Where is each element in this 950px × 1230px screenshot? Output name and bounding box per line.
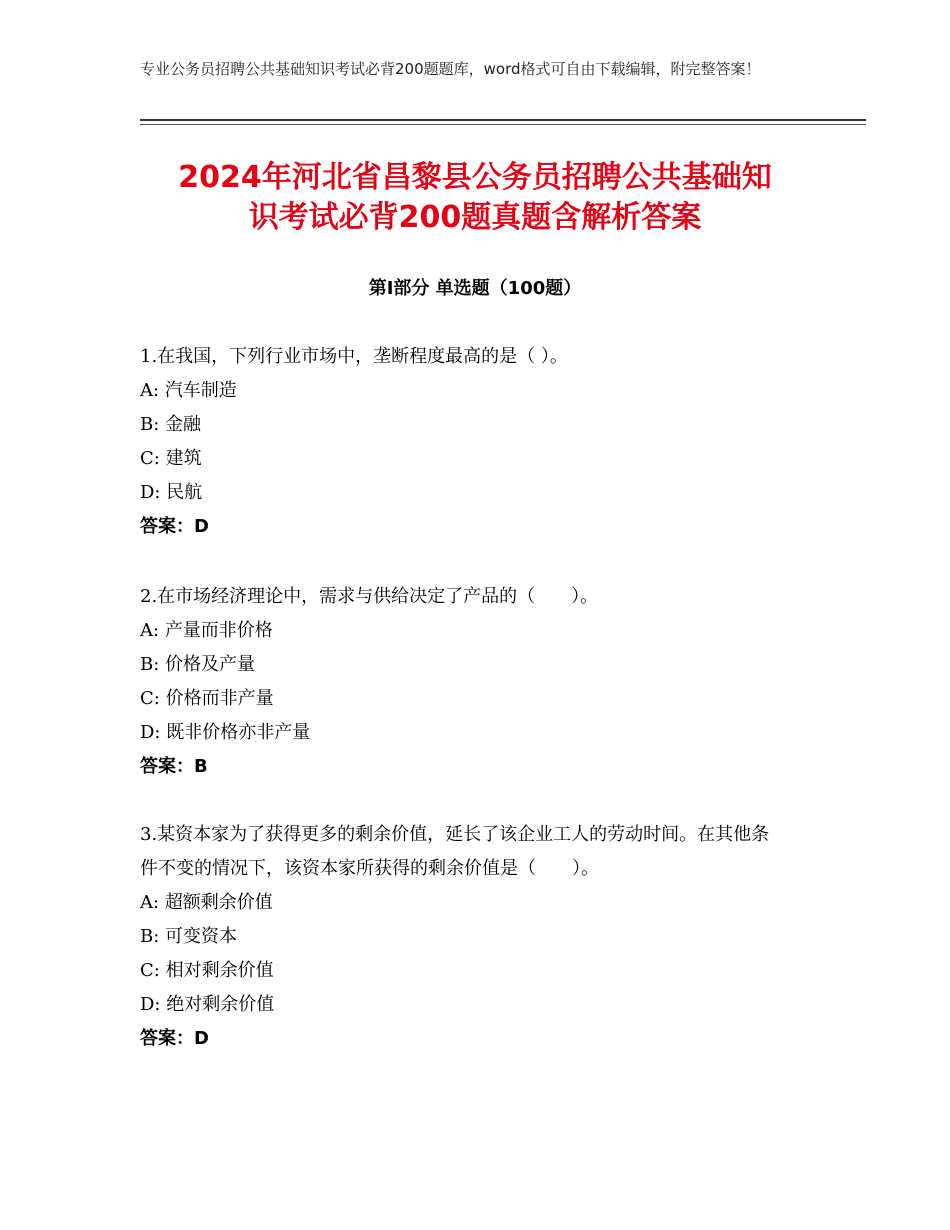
option-a — [140, 886, 840, 920]
option-key: D: — [140, 482, 161, 503]
option-text: 绝对剩余价值 — [166, 994, 275, 1015]
option-b — [140, 920, 840, 954]
option-c — [140, 442, 840, 476]
option-key: B: — [140, 654, 160, 675]
option-text: 相对剩余价值 — [165, 960, 274, 981]
option-key: A: — [140, 380, 160, 401]
option-text: 汽车制造 — [164, 380, 237, 401]
header-note: 专业公务员招聘公共基础知识考试必背200题题库，word格式可自由下载编辑，附完整答案！ — [140, 60, 761, 78]
document-title — [100, 158, 850, 238]
option-b — [140, 648, 840, 682]
option-key: A: — [140, 620, 160, 641]
option-text: 建筑 — [165, 448, 202, 469]
answer-label: 答案：D — [140, 516, 209, 537]
option-a — [140, 374, 840, 408]
option-text: 民航 — [166, 482, 203, 503]
question-3 — [140, 818, 840, 1056]
option-key: A: — [140, 892, 160, 913]
section-heading: 第Ⅰ部分 单选题（100题） — [368, 278, 582, 299]
option-d — [140, 716, 840, 750]
option-text: 超额剩余价值 — [164, 892, 273, 913]
option-key: B: — [140, 926, 160, 947]
option-c — [140, 954, 840, 988]
question-stem: 2.在市场经济理论中，需求与供给决定了产品的（ ）。 — [140, 586, 599, 607]
option-key: C: — [140, 448, 160, 469]
header-rule-thin — [140, 124, 866, 125]
answer-label: 答案：D — [140, 1028, 209, 1049]
option-b — [140, 408, 840, 442]
option-key: D: — [140, 722, 161, 743]
question-2 — [140, 580, 840, 784]
title-line-2: 识考试必背200题真题含解析答案 — [248, 200, 702, 235]
option-text: 既非价格亦非产量 — [166, 722, 311, 743]
header-rule-thick — [140, 119, 866, 121]
option-text: 价格及产量 — [165, 654, 256, 675]
question-1 — [140, 340, 840, 544]
option-key: B: — [140, 414, 160, 435]
option-d — [140, 476, 840, 510]
option-key: C: — [140, 688, 160, 709]
option-key: D: — [140, 994, 161, 1015]
option-text: 产量而非价格 — [164, 620, 273, 641]
option-text: 金融 — [165, 414, 202, 435]
option-key: C: — [140, 960, 160, 981]
title-line-1: 2024年河北省昌黎县公务员招聘公共基础知 — [178, 160, 772, 195]
question-stem: 1.在我国，下列行业市场中，垄断程度最高的是（ ）。 — [140, 346, 568, 367]
answer-label: 答案：B — [140, 756, 208, 777]
question-stem: 3.某资本家为了获得更多的剩余价值，延长了该企业工人的劳动时间。在其他条件不变的情况下，该资本家所获得的剩余价值是（ ）。 — [140, 824, 770, 879]
option-a — [140, 614, 840, 648]
option-d — [140, 988, 840, 1022]
option-text: 可变资本 — [165, 926, 238, 947]
option-text: 价格而非产量 — [165, 688, 274, 709]
option-c — [140, 682, 840, 716]
